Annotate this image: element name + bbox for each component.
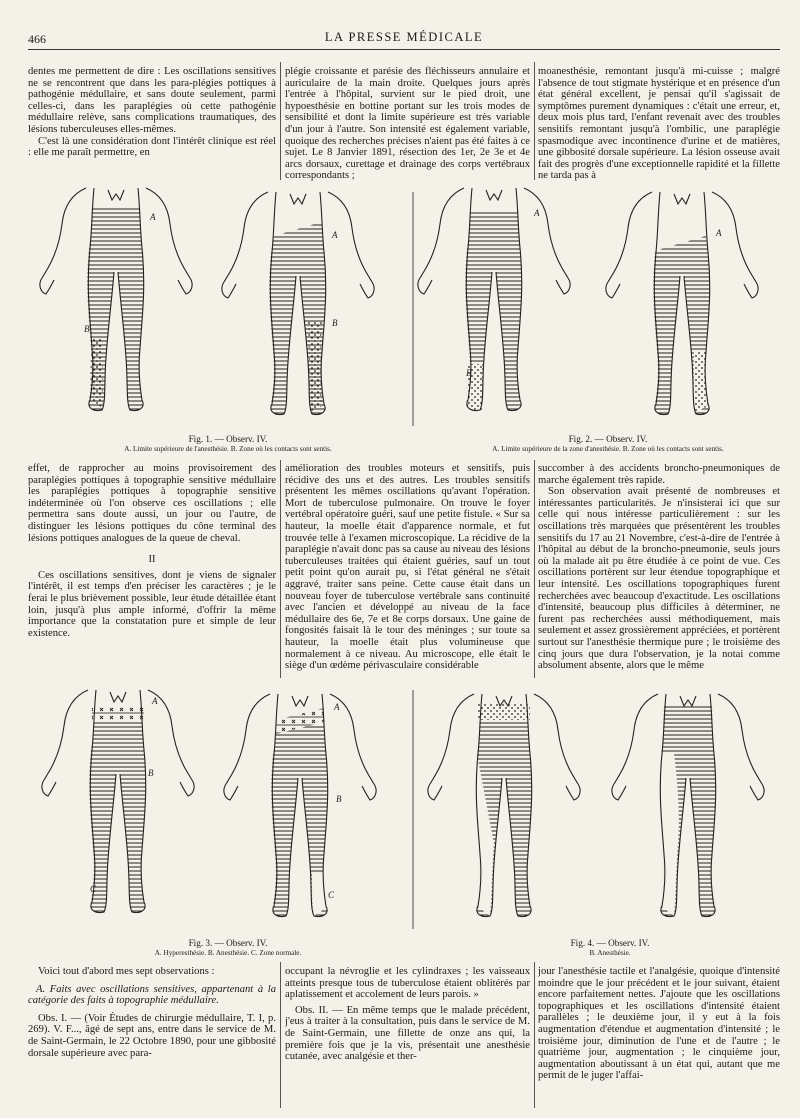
paragraph: dentes me permettent de dire : Les oscillations sensitives ne se rencontrent que dans les para-plégies pottiques à pathogénie médullaire, et sans doute seulement, parmi celles-ci, dans les paraplégies où cette pathogénie médullaire relève, sans complications traumatiques, des lésions tuberculeuses elles-mêmes. (28, 66, 276, 135)
paragraph: jour l'anesthésie tactile et l'analgésie, quoique d'intensité moindre que le jour précédent et le jour suivant, étaient encore parfaitement nettes. J'ajoute que les oscillations topographiques et les oscillations d'intensité étaient parallèles ; le deuxième jour, il y eut à la fois augmentation d'étendue et augmentation d'intensité ; le troisième jour, diminution de l'une et de l'autre ; le quatrième jour, augmentation ; le cinquième jour, augmentation aboutissant à un état qui, autant que me permit de le juger l'affai- (538, 966, 780, 1082)
text-column-mid-3 (538, 463, 780, 678)
paragraph: succomber à des accidents broncho-pneumoniques de marche également très rapide. (538, 463, 780, 486)
text-column-mid-2 (285, 463, 530, 678)
text-column-bot-3 (538, 966, 780, 1106)
text-column-top-3 (538, 66, 780, 184)
figure-4b-body (612, 694, 764, 917)
figure-legend: A. Hyperesthésie. B. Anesthésie. C. Zone normale. (154, 949, 302, 957)
header-rule (28, 49, 780, 50)
figure-title: Fig. 2. — Observ. IV. (568, 434, 648, 444)
figure-4a-body (428, 694, 580, 917)
paragraph: Obs. II. — En même temps que le malade précédent, j'eus à traiter à la consultation, puis dans le service de M. de Saint-Germain, une fillette de onze ans qui, la première fois que je la vis, présentait une anesthésie cutanée, avec analgésie et ther- (285, 1004, 530, 1063)
page-number: 466 (28, 32, 46, 46)
fig3-label: B (148, 768, 154, 778)
paragraph: plégie croissante et parésie des fléchisseurs annulaire et auriculaire de la main droite. Quelques jours après l'entrée à l'hôpital, survient sur le pied droit, une hypoesthésie en bottine portant sur les trois modes de sensibilité et dont la limite supérieure est très variable d'un jour à l'autre. Son intensité est également variable, quoique des recherches précises n'aient pas été faites à ce sujet. Le 8 Janvier 1891, résection des 1er, 2e 3e et 4e arcs dorsaux, curettage et drainage des corps vertébraux correspondants ; (285, 66, 530, 182)
figure-legend: A. Limite supérieure de la zone d'anesthésie. B. Zone où les contacts sont sentis. (492, 445, 724, 453)
figure-1-caption (78, 434, 378, 454)
figure-legend: B. Anesthésie. (589, 949, 631, 957)
fig1-label: B (332, 318, 338, 328)
figure-2a-body (418, 188, 570, 411)
figures-row-2 (28, 684, 780, 934)
fig2-label: B (466, 368, 472, 378)
paragraph: Obs. I. — (Voir Études de chirurgie médullaire, T. I, p. 269). V. F..., âgé de sept ans, entre dans le service de M. de Saint-Germain, le 22 Octobre 1890, pour une gibbosité dorsale supérieure avec para- (28, 1012, 276, 1059)
figure-title: Fig. 1. — Observ. IV. (188, 434, 268, 444)
column-rule (280, 62, 281, 180)
figure-1b-body (222, 192, 374, 415)
text-column-top-2 (285, 66, 530, 184)
text-column-mid-1 (28, 463, 276, 678)
figure-3-caption (78, 938, 378, 958)
subheading: A. Faits avec oscillations sensitives, appartenant à la catégorie des faits à topographie médullaire. (28, 983, 276, 1007)
figure-title: Fig. 3. — Observ. IV. (188, 938, 268, 948)
figure-2b-body (606, 192, 758, 415)
fig1-label: A (150, 212, 156, 222)
figure-1a-body (40, 188, 192, 411)
paragraph: Ces oscillations sensitives, dont je viens de signaler l'intérêt, il est temps d'en préciser les caractères ; je le ferai le plus brièvement possible, leur étude détaillée étant loin, jusqu'à plus ample informé, d'offrir la même importance que la constatation pure et simple de leur existence. (28, 569, 276, 639)
fig3-label: C (90, 884, 97, 894)
paragraph: moanesthésie, remontant jusqu'à mi-cuisse ; malgré l'absence de tout stigmate hystérique et en présence d'un état général excellent, je pensai qu'il s'agissait de symptômes purement dynamiques : c'était une erreur, et, deux mois plus tard, l'enfant revenait avec des troubles sensitifs remontant jusqu'à l'ombilic, une paraplégie spasmodique avec incontinence d'urine et de matières, une gibbosité dorsale supérieure. La lésion osseuse avait fait des progrès d'une exceptionnelle rapidité et la fillette ne tarda pas à (538, 66, 780, 182)
paragraph: effet, de rapprocher au moins provisoirement des paraplégies pottiques à topographie sensitive médullaire les paraplégies pottiques à topographie sensitive indéterminée où l'on observe ces oscillations ; elle permettra sans doute aussi, un jour ou l'autre, de distinguer les lésions pottiques du cône terminal des lésions pottiques analogues de la queue de cheval. (28, 463, 276, 544)
paragraph: Son observation avait présenté de nombreuses et intéressantes particularités. Je n'insisterai ici que sur celle qui nous intéresse particulièrement : sur les oscillations très marquées que présentèrent les troubles sensitifs du 17 au 21 Novembre, c'est-à-dire de l'entrée à l'hôpital au début de la broncho-pneumonie, seuls jours où la malade ait pu être étudiée à ce point de vue. Ces oscillations portèrent sur leur étendue topographique et leur intensité. Les oscillations topographiques furent recherchées avec beaucoup d'exactitude. Les oscillations d'intensité, beaucoup plus difficiles à déterminer, ne furent pas recherchées aussi méthodiquement, mais seulement et assez grossièrement appréciées, et portèrent surtout sur l'anesthésie thermique pure ; le troisième des cinq jours que dura l'observation, je la notai comme absolument absente, alors que le même (538, 486, 780, 672)
column-rule (534, 62, 535, 180)
fig2-label: A (534, 208, 540, 218)
column-rule (534, 962, 535, 1108)
text-column-bot-2 (285, 966, 530, 1106)
figure-4-caption (470, 938, 750, 958)
section-number: II (148, 554, 156, 566)
figure-title: Fig. 4. — Observ. IV. (570, 938, 650, 948)
column-rule (280, 460, 281, 678)
figure-3a-body (42, 690, 194, 913)
fig3-label: C (328, 890, 335, 900)
paragraph: Voici tout d'abord mes sept observations : (38, 966, 215, 977)
paragraph: occupant la névroglie et les cylindraxes ; les vaisseaux atteints presque tous de tuberculose étaient oblitérés par aplatissement et accolement de leurs parois. » (285, 966, 530, 1001)
column-rule (280, 962, 281, 1108)
journal-title: LA PRESSE MÉDICALE (324, 30, 484, 44)
paragraph: C'est là une considération dont l'intérêt clinique est réel : elle me paraît permettre, en (28, 135, 276, 159)
page-header (28, 30, 780, 46)
text-column-bot-1 (28, 966, 276, 1106)
text-column-top-1 (28, 66, 276, 184)
figure-3b-body (224, 694, 376, 917)
fig3-label: A (334, 702, 340, 712)
fig3-label: B (336, 794, 342, 804)
figure-2-caption (448, 434, 768, 454)
column-rule (534, 460, 535, 678)
figure-legend: A. Limite supérieure de l'anesthésie. B. Zone où les contacts sont sentis. (124, 445, 332, 453)
paragraph: amélioration des troubles moteurs et sensitifs, puis récidive des uns et des autres. Les troubles sensitifs présentent les mêmes oscillations qu'avant l'opération. Mort de tuberculose pulmonaire. On trouve le foyer vertébral opératoire guéri, sauf une petite fistule. « Sur sa hauteur, la moelle était d'apparence normale, et fut trouvée telle à l'examen microscopique. La récidive de la paraplégie n'avait donc pas sa cause au niveau des lésions tuberculeuses traitées qui étaient guéries, sauf un tout petit point qu'on aurait pu, si l'état général ne s'était aggravé, traiter sans peine. Cette cause était dans un nouveau foyer de tuberculose vertébrale sans continuité avec l'ancien et développé au niveau de la face médullaire des 6e, 7e et 8e corps dorsaux. Une gaine de fongosités faisait là le tour des méninges ; sur toute sa hauteur, la moelle était plus volumineuse que normalement à ce niveau. Au microscope, elle était le siège d'un œdème périvasculaire considérable (285, 463, 530, 672)
fig3-label: A (152, 696, 158, 706)
fig1-label: A (332, 230, 338, 240)
fig1-label: B (84, 324, 90, 334)
fig2-label: A (716, 228, 722, 238)
figures-row-1 (28, 186, 780, 431)
